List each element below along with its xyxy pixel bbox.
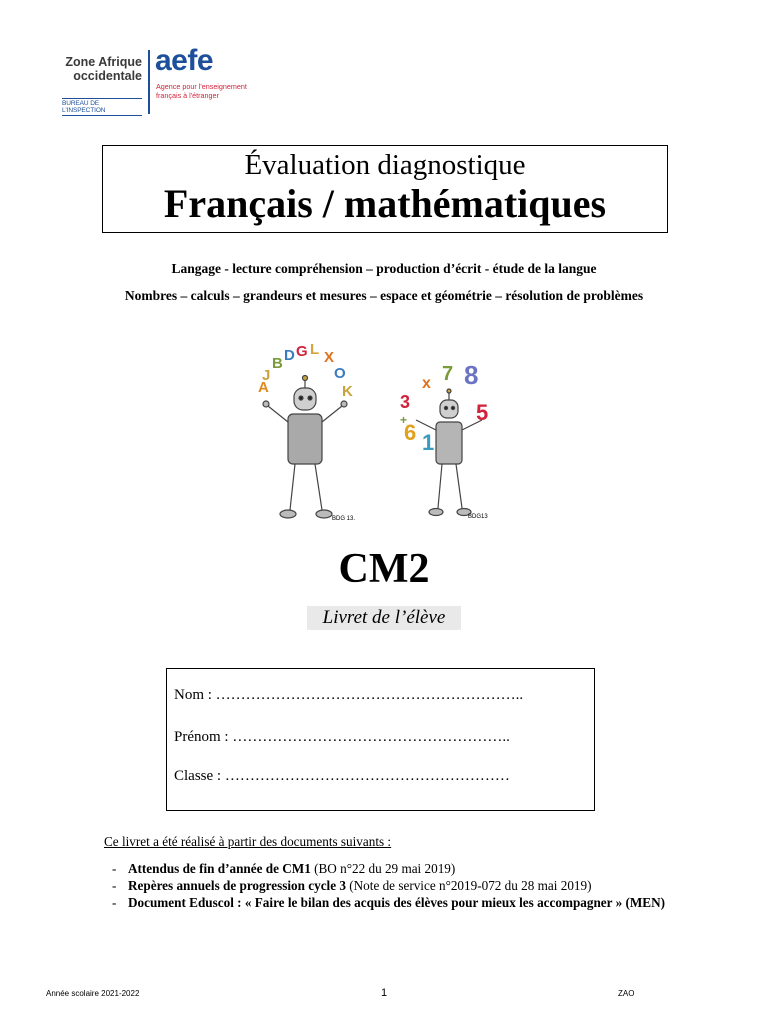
class-level: CM2 [338, 546, 430, 592]
subjects-math: Nombres – calculs – grandeurs et mesures – espace et géométrie – résolution de problèmes [124, 288, 644, 303]
signature-right: BDG13 [468, 514, 488, 520]
title-box [102, 145, 668, 233]
source-item-title: Attendus de fin d’année de CM1 [128, 861, 311, 876]
list-dash: - [112, 878, 117, 893]
logo-tagline: Agence pour l'enseignement français à l'étranger [156, 82, 247, 100]
title-subtitle: Évaluation diagnostique [244, 149, 526, 181]
source-item-detail: (BO n°22 du 29 mai 2019) [310, 861, 456, 876]
juggled-letter: O [334, 365, 346, 382]
list-dash: - [112, 861, 117, 876]
juggled-letter: B [272, 355, 283, 372]
juggled-digit: 5 [476, 400, 489, 425]
source-item [112, 878, 592, 894]
aefe-logo [60, 44, 250, 116]
list-dash: - [112, 895, 117, 910]
footer-page-number: 1 [381, 987, 388, 999]
source-item [112, 895, 665, 911]
logo-bureau: BUREAU DE L'INSPECTION [62, 98, 142, 116]
juggled-digit: x [422, 375, 431, 392]
signature-left: BDG 13. [332, 516, 356, 522]
left-robot [263, 376, 347, 519]
logo-region-line2: occidentale [73, 69, 142, 83]
name-field[interactable]: Nom : …………………………………………………….. [174, 687, 524, 703]
juggled-letter: K [342, 383, 353, 400]
source-item [112, 861, 455, 877]
juggled-letter: A [258, 379, 269, 396]
logo-region [60, 55, 142, 83]
juggled-letter: X [324, 349, 335, 366]
juggled-digit: 1 [422, 430, 435, 455]
source-item-title: Document Eduscol : « Faire le bilan des acquis des élèves pour mieux les accompagner » (MEN) [128, 895, 666, 910]
juggled-letter: L [310, 341, 320, 358]
footer-zone: ZAO [618, 989, 635, 998]
booklet-label: Livret de l’élève [307, 606, 461, 630]
footer-school-year: Année scolaire 2021-2022 [46, 989, 140, 998]
juggled-letter: J [262, 367, 271, 384]
juggled-letter: D [284, 347, 295, 364]
source-item-title: Repères annuels de progression cycle 3 [128, 878, 346, 893]
source-item-detail: (Note de service n°2019-072 du 28 mai 2019) [345, 878, 592, 893]
juggled-digit: 3 [400, 392, 411, 412]
logo-separator [148, 50, 150, 114]
juggled-digit: + [400, 413, 408, 427]
firstname-field[interactable]: Prénom : ……………………………………………….. [174, 729, 510, 745]
subjects-french: Langage - lecture compréhension – production d’écrit - étude de la langue [171, 261, 597, 276]
robots-illustration [250, 340, 530, 530]
logo-brand: aefe [155, 44, 214, 77]
juggled-letter: G [296, 343, 308, 360]
sources-title: Ce livret a été réalisé à partir des documents suivants : [104, 834, 392, 849]
juggled-digit: 6 [404, 420, 417, 445]
class-field[interactable]: Classe : ………………………………………………… [174, 768, 510, 784]
juggled-digit: 7 [442, 363, 454, 385]
juggled-digit: 8 [464, 360, 479, 390]
title-main: Français / mathématiques [163, 181, 607, 226]
logo-region-line1: Zone Afrique [65, 55, 142, 69]
student-identity-box [166, 668, 595, 811]
